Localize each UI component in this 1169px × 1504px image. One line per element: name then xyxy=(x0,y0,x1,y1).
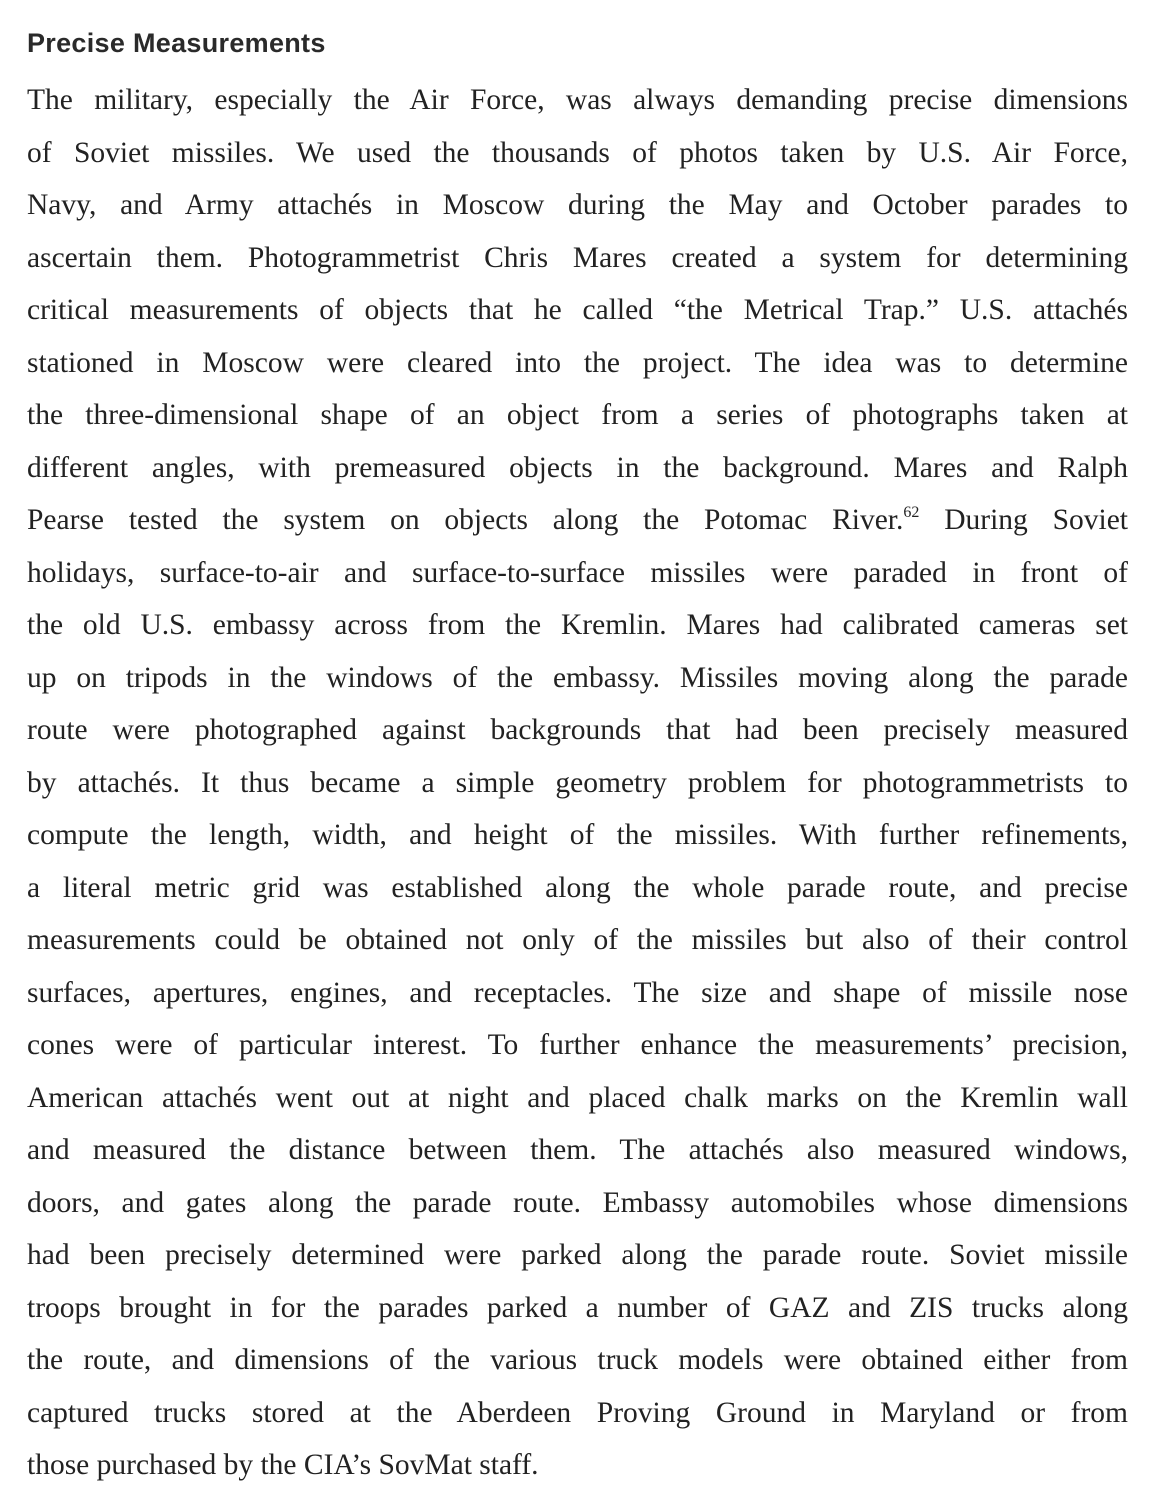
text-line-with-footnote xyxy=(27,498,1128,551)
text-line: had been precisely determined were parked along the parade route. Soviet missile xyxy=(27,1239,1128,1271)
text-line: ascertain them. Photogrammetrist Chris Mares created a system for determining xyxy=(27,241,1128,274)
text-line: holidays, surface-to-air and surface-to-surface missiles were paraded in front of xyxy=(27,556,1128,589)
text-line: Navy, and Army attachés in Moscow during the May and October parades to xyxy=(27,189,1128,221)
text-segment: Pearse tested the system on objects along the Potomac River. xyxy=(27,504,904,536)
text-line: those purchased by the CIA’s SovMat staff. xyxy=(27,1449,539,1481)
text-line: troops brought in for the parades parked a number of GAZ and ZIS trucks along xyxy=(27,1291,1128,1324)
text-line: cones were of particular interest. To further enhance the measurements’ precision, xyxy=(27,1029,1128,1061)
text-line: up on tripods in the windows of the embassy. Missiles moving along the parade xyxy=(27,661,1128,694)
section-heading: Precise Measurements xyxy=(27,28,326,58)
body-text xyxy=(27,78,1128,1496)
text-line: critical measurements of objects that he called “the Metrical Trap.” U.S. attachés xyxy=(27,294,1128,326)
text-line: measurements could be obtained not only of the missiles but also of their control xyxy=(27,924,1128,956)
text-line: a literal metric grid was established along the whole parade route, and precise xyxy=(27,871,1128,904)
text-line: surfaces, apertures, engines, and receptacles. The size and shape of missile nose xyxy=(27,976,1128,1009)
text-line: of Soviet missiles. We used the thousands of photos taken by U.S. Air Force, xyxy=(27,136,1128,169)
text-line: compute the length, width, and height of the missiles. With further refinements, xyxy=(27,819,1128,851)
text-segment: During Soviet xyxy=(919,504,1128,536)
text-line: route were photographed against backgrounds that had been precisely measured xyxy=(27,714,1128,746)
text-line: the old U.S. embassy across from the Kremlin. Mares had calibrated cameras set xyxy=(27,609,1128,641)
text-line: doors, and gates along the parade route. Embassy automobiles whose dimensions xyxy=(27,1186,1128,1219)
text-line: stationed in Moscow were cleared into the project. The idea was to determine xyxy=(27,346,1128,379)
text-line: the route, and dimensions of the various truck models were obtained either from xyxy=(27,1344,1128,1376)
text-line: different angles, with premeasured objects in the background. Mares and Ralph xyxy=(27,451,1128,484)
text-line: by attachés. It thus became a simple geometry problem for photogrammetrists to xyxy=(27,766,1128,799)
text-line: captured trucks stored at the Aberdeen Proving Ground in Maryland or from xyxy=(27,1396,1128,1429)
text-line: the three-dimensional shape of an object from a series of photographs taken at xyxy=(27,399,1128,431)
text-line: The military, especially the Air Force, was always demanding precise dimensions xyxy=(27,84,1128,116)
text-line: American attachés went out at night and placed chalk marks on the Kremlin wall xyxy=(27,1081,1128,1114)
text-line: and measured the distance between them. The attachés also measured windows, xyxy=(27,1134,1128,1166)
footnote-reference[interactable]: 62 xyxy=(903,504,920,521)
